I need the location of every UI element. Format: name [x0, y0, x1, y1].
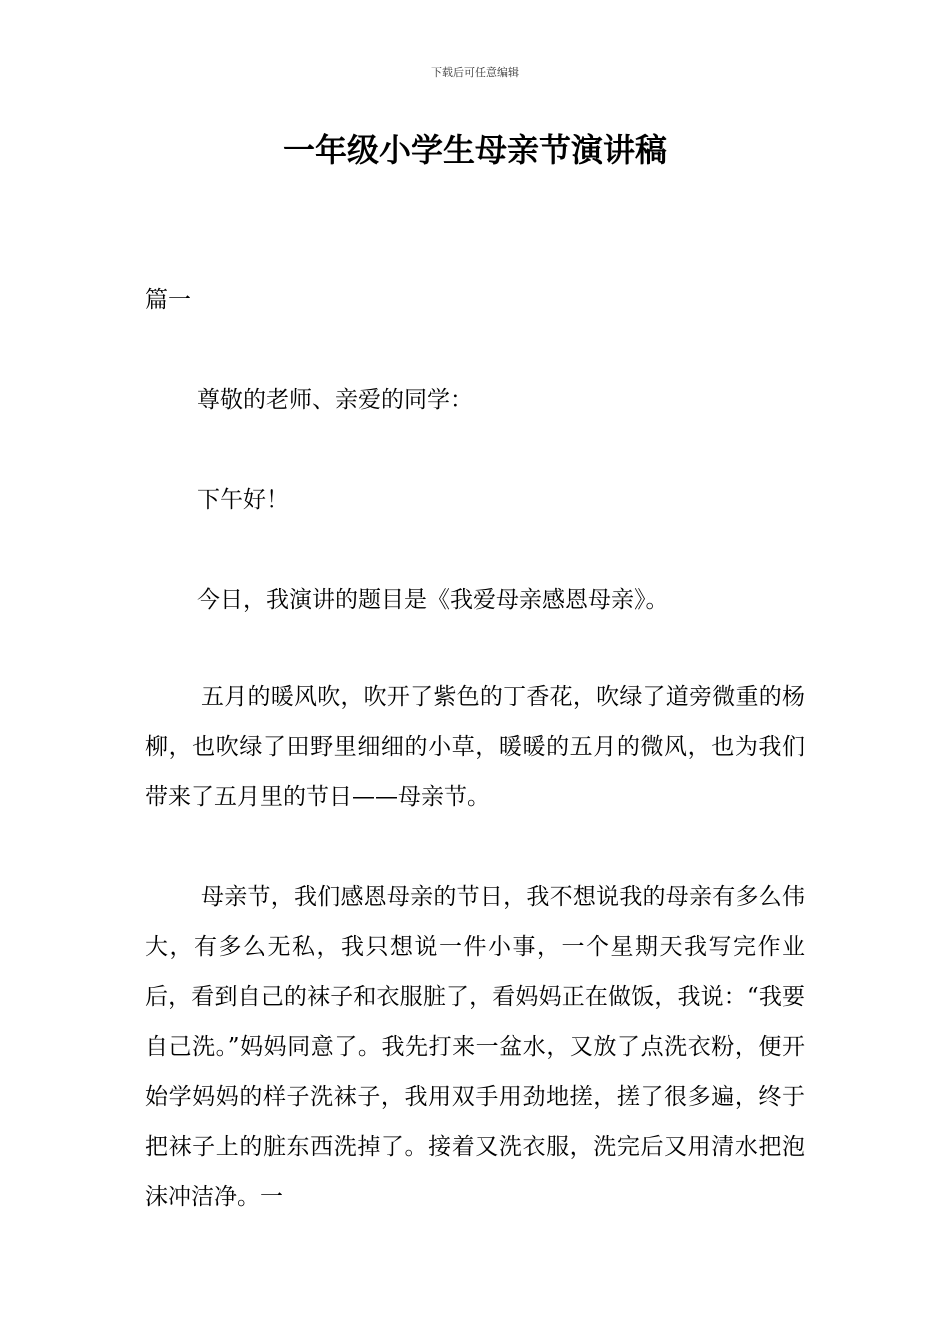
body-paragraph-2: 母亲节，我们感恩母亲的节日，我不想说我的母亲有多么伟大，有多么无私，我只想说一件小事，一个星期天我写完作业后，看到自己的袜子和衣服脏了，看妈妈正在做饭，我说：“我要自己洗。”妈妈同意了。我先打来一盆水，又放了点洗衣粉，便开始学妈妈的样子洗袜子，我用双手用劲地搓，搓了很多遍，终于把袜子上的脏东西洗掉了。接着又洗衣服，洗完后又用清水把泡沫冲洁净。一 — [145, 884, 805, 1210]
section-label: 篇一 — [145, 287, 191, 313]
header-note: 下载后可任意编辑 — [431, 66, 519, 79]
greeting-line: 尊敬的老师、亲爱的同学： — [197, 387, 473, 413]
body-paragraph-1: 五月的暖风吹，吹开了紫色的丁香花，吹绿了道旁微重的杨柳，也吹绿了田野里细细的小草，暖暖的五月的微风，也为我们带来了五月里的节日——母亲节。 — [145, 684, 805, 810]
topic-line: 今日，我演讲的题目是《我爱母亲感恩母亲》。 — [197, 587, 669, 613]
salutation-line: 下午好！ — [197, 487, 289, 513]
document-title: 一年级小学生母亲节演讲稿 — [282, 131, 667, 169]
